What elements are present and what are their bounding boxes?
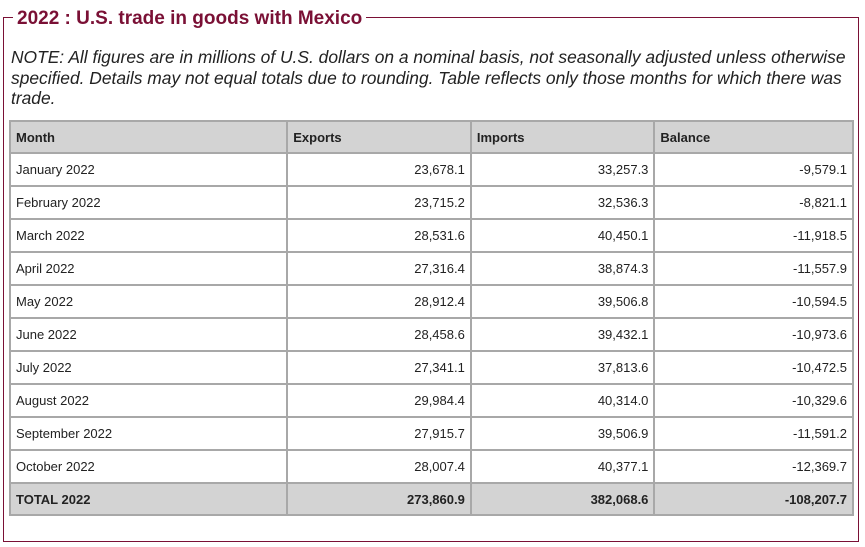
exports-cell: 27,341.1 [287,351,471,384]
balance-cell: -10,329.6 [654,384,853,417]
table-row [10,351,853,384]
table-row [10,186,853,219]
table-total-row [10,483,853,515]
total-balance-cell: -108,207.7 [654,483,853,515]
imports-cell: 39,506.9 [471,417,655,450]
table-row [10,219,853,252]
month-cell: February 2022 [10,186,287,219]
month-cell: August 2022 [10,384,287,417]
imports-cell: 40,450.1 [471,219,655,252]
balance-cell: -10,594.5 [654,285,853,318]
note-text: NOTE: All figures are in millions of U.S. dollars on a nominal basis, not seasonally adjusted unless otherwise specified. Details may not equal totals due to rounding. Table reflects only those months for which there was trade. [11,47,846,108]
column-header-imports: Imports [471,121,655,153]
month-cell: September 2022 [10,417,287,450]
balance-cell: -10,472.5 [654,351,853,384]
total-imports-cell: 382,068.6 [471,483,655,515]
balance-cell: -11,918.5 [654,219,853,252]
exports-cell: 28,531.6 [287,219,471,252]
table-row [10,153,853,186]
imports-cell: 37,813.6 [471,351,655,384]
exports-cell: 27,915.7 [287,417,471,450]
imports-cell: 40,377.1 [471,450,655,483]
total-exports-cell: 273,860.9 [287,483,471,515]
balance-cell: -11,591.2 [654,417,853,450]
table-row [10,285,853,318]
table-row [10,417,853,450]
exports-cell: 23,678.1 [287,153,471,186]
imports-cell: 32,536.3 [471,186,655,219]
column-header-balance: Balance [654,121,853,153]
month-cell: March 2022 [10,219,287,252]
exports-cell: 29,984.4 [287,384,471,417]
balance-cell: -8,821.1 [654,186,853,219]
month-cell: January 2022 [10,153,287,186]
imports-cell: 40,314.0 [471,384,655,417]
exports-cell: 27,316.4 [287,252,471,285]
imports-cell: 39,506.8 [471,285,655,318]
column-header-exports: Exports [287,121,471,153]
imports-cell: 38,874.3 [471,252,655,285]
table-header-row [10,121,853,153]
page-title: 2022 : U.S. trade in goods with Mexico [13,7,366,31]
exports-cell: 23,715.2 [287,186,471,219]
month-cell: April 2022 [10,252,287,285]
month-cell: June 2022 [10,318,287,351]
column-header-month: Month [10,121,287,153]
imports-cell: 33,257.3 [471,153,655,186]
month-cell: July 2022 [10,351,287,384]
month-cell: May 2022 [10,285,287,318]
table-row [10,318,853,351]
imports-cell: 39,432.1 [471,318,655,351]
balance-cell: -10,973.6 [654,318,853,351]
total-label-cell: TOTAL 2022 [10,483,287,515]
table-row [10,450,853,483]
exports-cell: 28,912.4 [287,285,471,318]
exports-cell: 28,458.6 [287,318,471,351]
balance-cell: -9,579.1 [654,153,853,186]
exports-cell: 28,007.4 [287,450,471,483]
trade-table [9,120,854,516]
table-row [10,384,853,417]
balance-cell: -12,369.7 [654,450,853,483]
table-row [10,252,853,285]
month-cell: October 2022 [10,450,287,483]
balance-cell: -11,557.9 [654,252,853,285]
